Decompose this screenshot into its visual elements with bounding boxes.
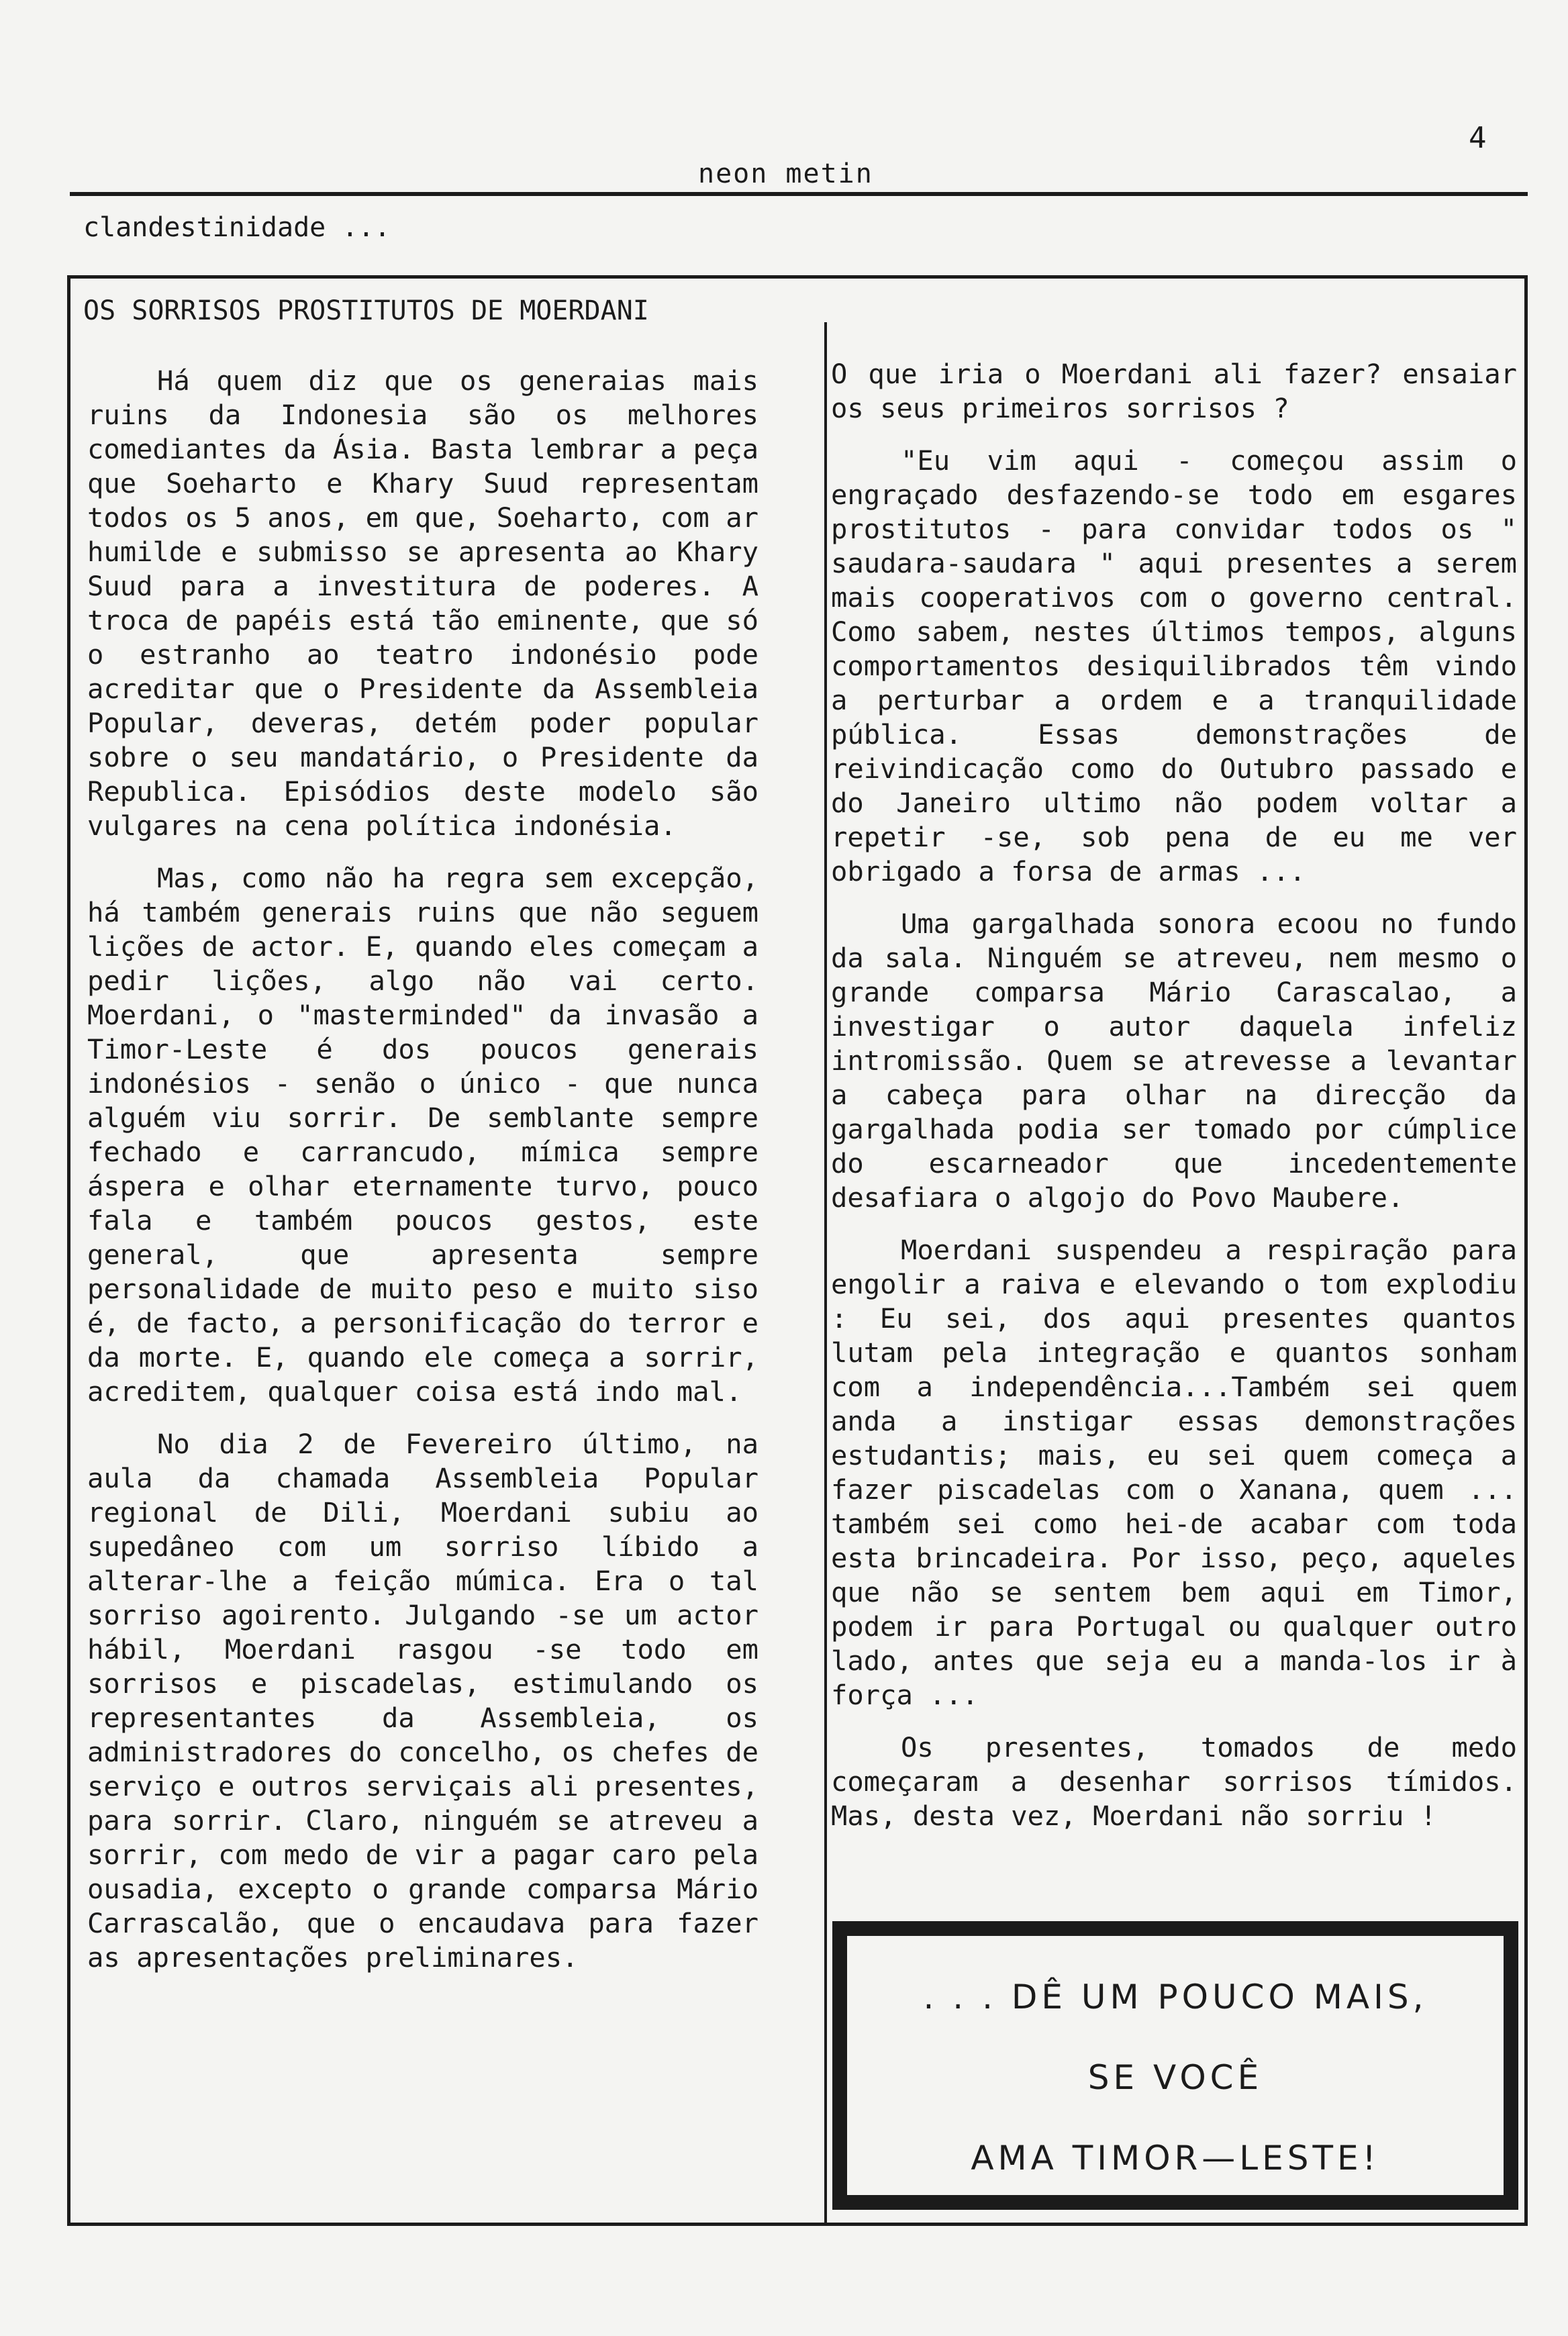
paragraph: Moerdani suspendeu a respiração para engolir a raiva e elevando o tom explodiu : Eu sei, dos aqui presentes quantos lutam pela integração e quantos sonham com a independência...Também sei quem anda a instigar essas demonstrações estudantis; mais, eu sei quem começa a fazer piscadelas com o Xanana, quem ... também sei como hei-de acabar com toda esta brincadeira. Por isso, peço, aqueles que não se sentem bem aqui em Timor, podem ir para Portugal ou qualquer outro lado, antes que seja eu a manda-los ir à força ... xyxy=(831,1234,1517,1711)
promo-line-3: AMA TIMOR—LESTE! xyxy=(971,2139,1380,2178)
promo-line-1: . . . DÊ UM POUCO MAIS, xyxy=(923,1978,1428,2016)
publication-title: neon metin xyxy=(698,158,873,189)
section-label: clandestinidade ... xyxy=(83,212,391,243)
article-title: OS SORRISOS PROSTITUTOS DE MOERDANI xyxy=(83,295,649,326)
column-divider xyxy=(824,322,827,2226)
paragraph: Uma gargalhada sonora ecoou no fundo da sala. Ninguém se atreveu, nem mesmo o grande comparsa Mário Carascalao, a investigar o autor daquela infeliz intromissão. Quem se atrevesse a levantar a cabeça para olhar na direcção da gargalhada podia ser tomado por cúmplice do escarneador que incedentemente desafiara o algojo do Povo Maubere. xyxy=(831,908,1517,1214)
promo-line-2: SE VOCÊ xyxy=(1087,2058,1263,2097)
left-column xyxy=(87,364,758,1975)
paragraph: Há quem diz que os generaias mais ruins da Indonesia são os melhores comediantes da Ásia. Basta lembrar a peça que Soeharto e Khary Suud representam todos os 5 anos, em que, Soeharto, com ar humilde e submisso se apresenta ao Khary Suud para a investitura de poderes. A troca de papéis está tão eminente, que só o estranho ao teatro indonésio pode acreditar que o Presidente da Assembleia Popular, deveras, detém poder popular sobre o seu mandatário, o Presidente da Republica. Episódios deste modelo são vulgares na cena política indonésia. xyxy=(87,364,758,842)
paragraph: Os presentes, tomados de medo começaram a desenhar sorrisos tímidos. Mas, desta vez, Moerdani não sorriu ! xyxy=(831,1731,1517,1832)
page-number: 4 xyxy=(1469,121,1487,155)
right-column xyxy=(831,357,1517,1833)
paragraph: No dia 2 de Fevereiro último, na aula da chamada Assembleia Popular regional de Dili, Moerdani subiu ao supedâneo com um sorriso líbido a alterar-lhe a feição múmica. Era o tal sorriso agoirento. Julgando -se um actor hábil, Moerdani rasgou -se todo em sorrisos e piscadelas, estimulando os representantes da Assembleia, os administradores do concelho, os chefes de serviço e outros serviçais ali presentes, para sorrir. Claro, ninguém se atreveu a sorrir, com medo de vir a pagar caro pela ousadia, excepto o grande comparsa Mário Carrascalão, que o encaudava para fazer as apresentações preliminares. xyxy=(87,1428,758,1974)
promo-box xyxy=(832,1921,1518,2210)
header-rule xyxy=(70,192,1528,196)
paragraph: Mas, como não ha regra sem excepção, há também generais ruins que não seguem lições de actor. E, quando eles começam a pedir lições, algo não vai certo. Moerdani, o "masterminded" da invasão a Timor-Leste é dos poucos generais indonésios - senão o único - que nunca alguém viu sorrir. De semblante sempre fechado e carrancudo, mímica sempre áspera e olhar eternamente turvo, pouco fala e também poucos gestos, este general, que apresenta sempre personalidade de muito peso e muito siso é, de facto, a personificação do terror e da morte. E, quando ele começa a sorrir, acreditem, qualquer coisa está indo mal. xyxy=(87,862,758,1408)
paragraph: O que iria o Moerdani ali fazer? ensaiar os seus primeiros sorrisos ? xyxy=(831,358,1517,424)
paragraph: "Eu vim aqui - começou assim o engraçado desfazendo-se todo em esgares prostitutos - para convidar todos os " saudara-saudara " aqui presentes a serem mais cooperativos com o governo central. Como sabem, nestes últimos tempos, alguns comportamentos desiquilibrados têm vindo a perturbar a ordem e a tranquilidade pública. Essas demonstrações de reivindicação como do Outubro passado e do Janeiro ultimo não podem voltar a repetir -se, sob pena de eu me ver obrigado a forsa de armas ... xyxy=(831,444,1517,887)
